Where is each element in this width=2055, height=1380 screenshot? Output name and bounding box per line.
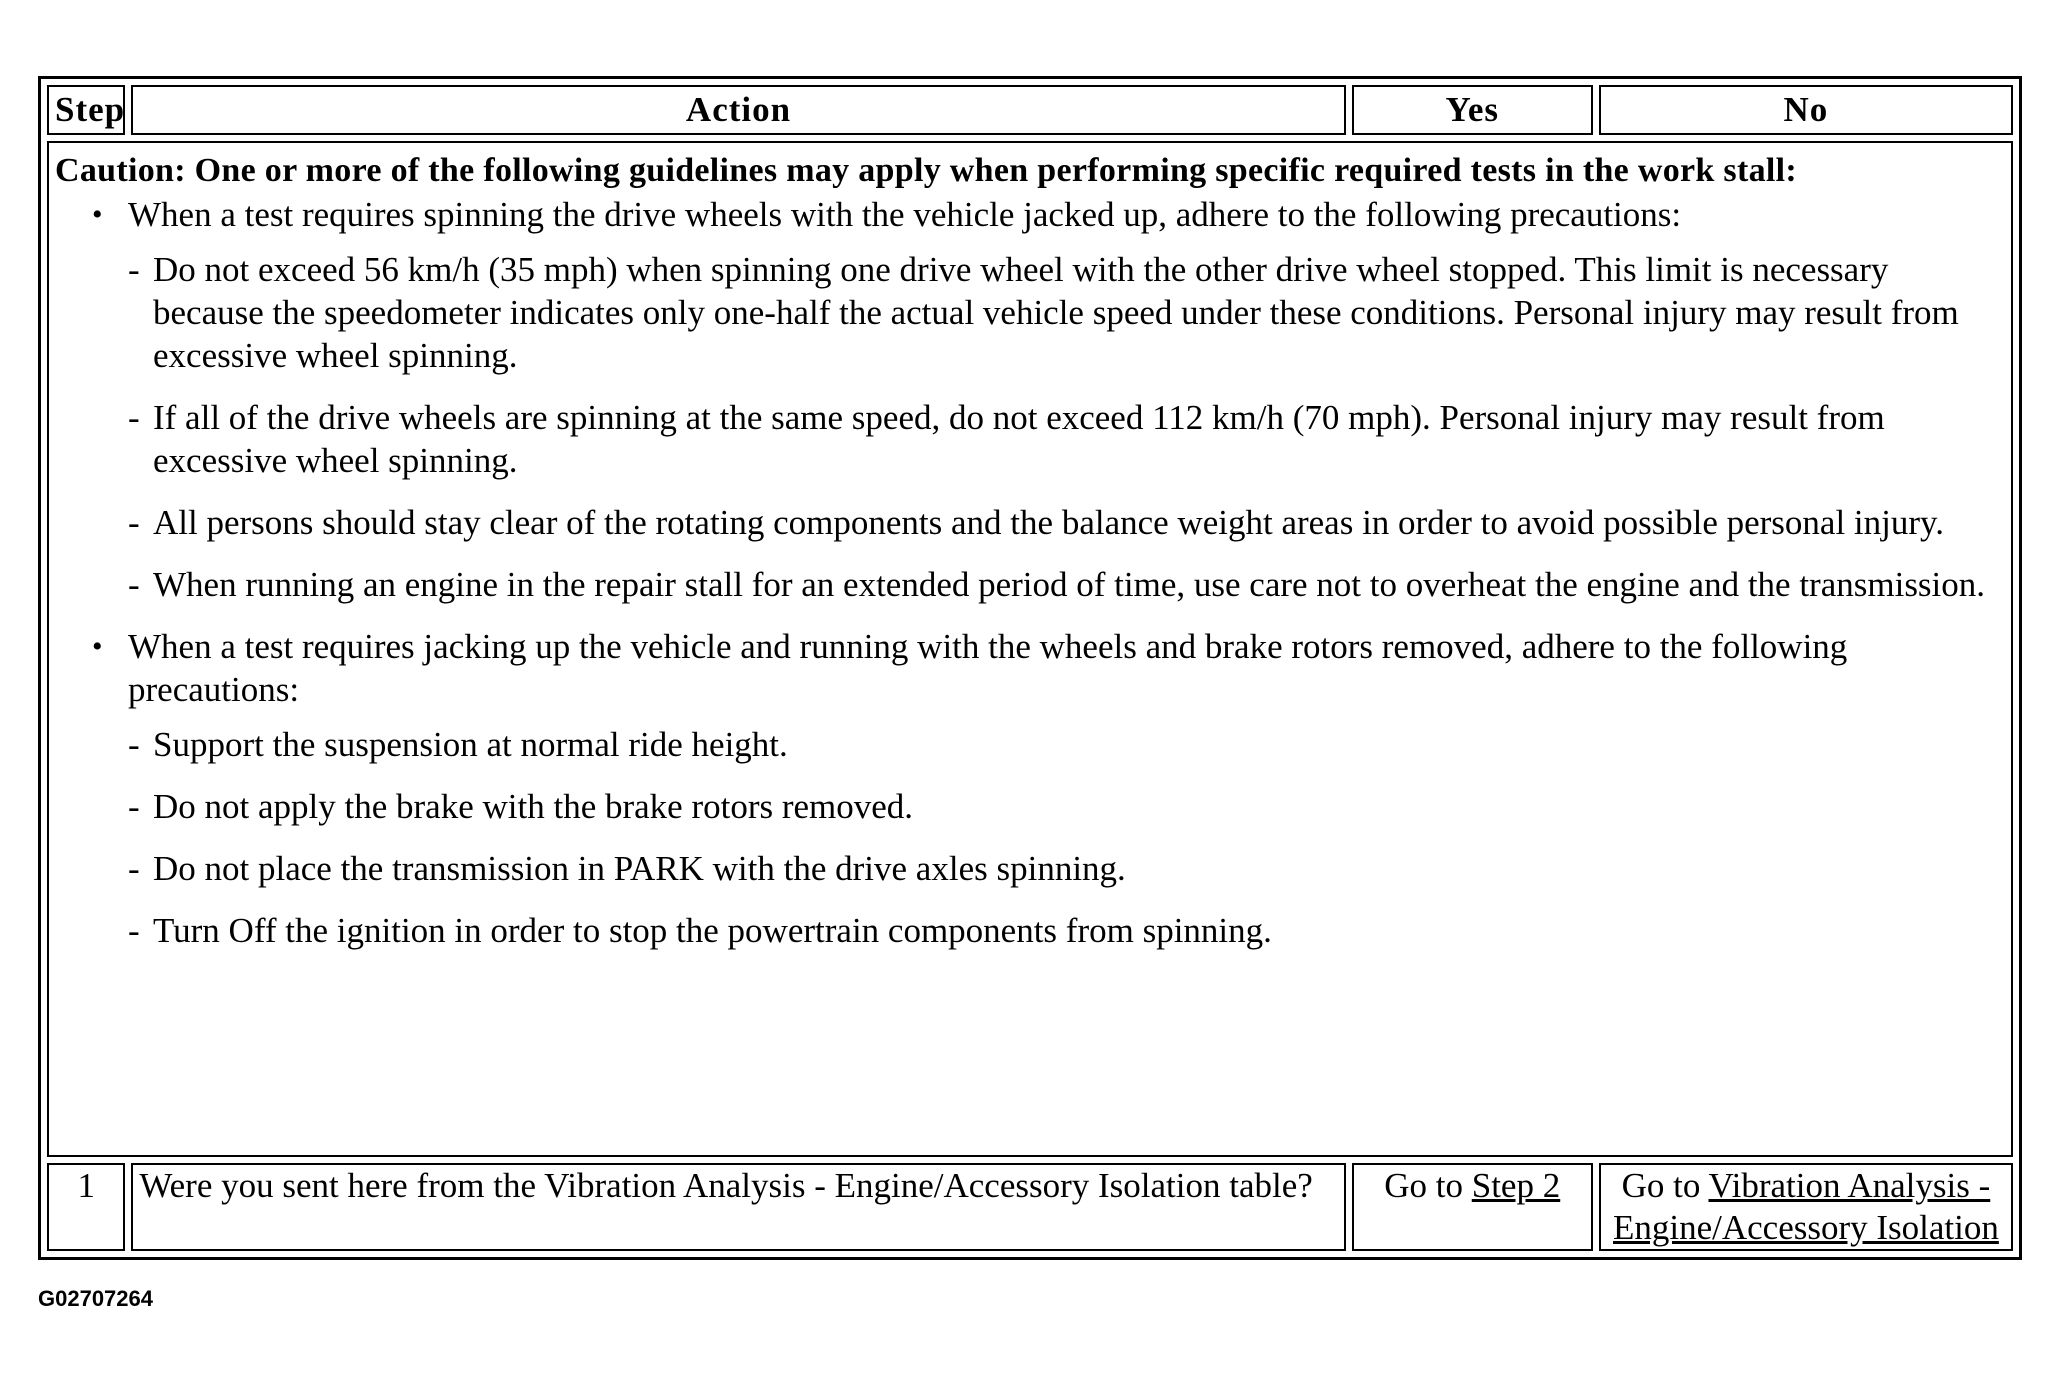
dash-icon: - xyxy=(128,398,140,437)
precaution-text: If all of the drive wheels are spinning at the same speed, do not exceed 112 km/h (70 mph). Personal injury may result from excessive wheel spinning. xyxy=(153,398,1885,480)
bullet-icon: • xyxy=(92,630,103,663)
dash-icon: - xyxy=(128,849,140,888)
no-cell xyxy=(1599,1163,2013,1251)
dash-icon: - xyxy=(128,911,140,950)
precaution-text: Do not apply the brake with the brake rotors removed. xyxy=(153,787,914,826)
header-yes: Yes xyxy=(1352,85,1593,135)
precaution-text: Do not place the transmission in PARK with the drive axles spinning. xyxy=(153,849,1126,888)
figure-id: G02707264 xyxy=(38,1286,153,1311)
diagnostic-table xyxy=(38,76,2022,1260)
bullet-icon: • xyxy=(92,198,103,231)
dash-icon: - xyxy=(128,725,140,764)
precaution-item xyxy=(128,563,2005,606)
yes-prefix: Go to xyxy=(1384,1166,1472,1205)
guideline-item xyxy=(55,625,2005,952)
header-no: No xyxy=(1599,85,2013,135)
precaution-item xyxy=(128,248,2005,377)
dash-icon: - xyxy=(128,250,140,289)
step-2-link[interactable]: Step 2 xyxy=(1471,1166,1561,1205)
precaution-item xyxy=(128,723,2005,766)
dash-icon: - xyxy=(128,503,140,542)
action-text: Were you sent here from the Vibration Analysis - Engine/Accessory Isolation table? xyxy=(131,1163,1345,1251)
caution-row xyxy=(47,141,2013,1157)
precaution-text: Support the suspension at normal ride height. xyxy=(153,725,788,764)
precaution-item xyxy=(128,847,2005,890)
dash-icon: - xyxy=(128,787,140,826)
yes-cell xyxy=(1352,1163,1593,1251)
caution-cell xyxy=(47,141,2013,1157)
header-step: Step xyxy=(47,85,125,135)
precaution-text: All persons should stay clear of the rotating components and the balance weight areas in order to avoid possible personal injury. xyxy=(153,503,1944,542)
precaution-text: When running an engine in the repair stall for an extended period of time, use care not to overheat the engine and the transmission. xyxy=(153,565,1986,604)
table-header-row xyxy=(47,85,2013,135)
precaution-item xyxy=(128,909,2005,952)
guideline-list xyxy=(55,193,2005,952)
vibration-analysis-link[interactable]: Vibration Analysis - Engine/Accessory Isolation xyxy=(1612,1166,1999,1247)
dash-icon: - xyxy=(128,565,140,604)
precaution-item xyxy=(128,785,2005,828)
precaution-list xyxy=(128,723,2005,952)
precaution-text: Do not exceed 56 km/h (35 mph) when spinning one drive wheel with the other drive wheel stopped. This limit is necessary because the speedometer indicates only one-half the actual vehicle speed under these conditions. Personal injury may result from excessive wheel spinning. xyxy=(153,250,1959,375)
precaution-item xyxy=(128,396,2005,482)
caution-title: Caution: One or more of the following guidelines may apply when performing specific required tests in the work stall: xyxy=(55,152,1797,189)
precaution-list xyxy=(128,248,2005,606)
table-row xyxy=(47,1163,2013,1251)
guideline-item xyxy=(55,193,2005,606)
step-number: 1 xyxy=(47,1163,125,1251)
guideline-text: When a test requires spinning the drive wheels with the vehicle jacked up, adhere to the following precautions: xyxy=(128,195,1682,234)
precaution-text: Turn Off the ignition in order to stop the powertrain components from spinning. xyxy=(153,911,1272,950)
precaution-item xyxy=(128,501,2005,544)
header-action: Action xyxy=(131,85,1345,135)
no-prefix: Go to xyxy=(1621,1166,1709,1205)
guideline-text: When a test requires jacking up the vehicle and running with the wheels and brake rotors removed, adhere to the following precautions: xyxy=(128,627,1848,709)
